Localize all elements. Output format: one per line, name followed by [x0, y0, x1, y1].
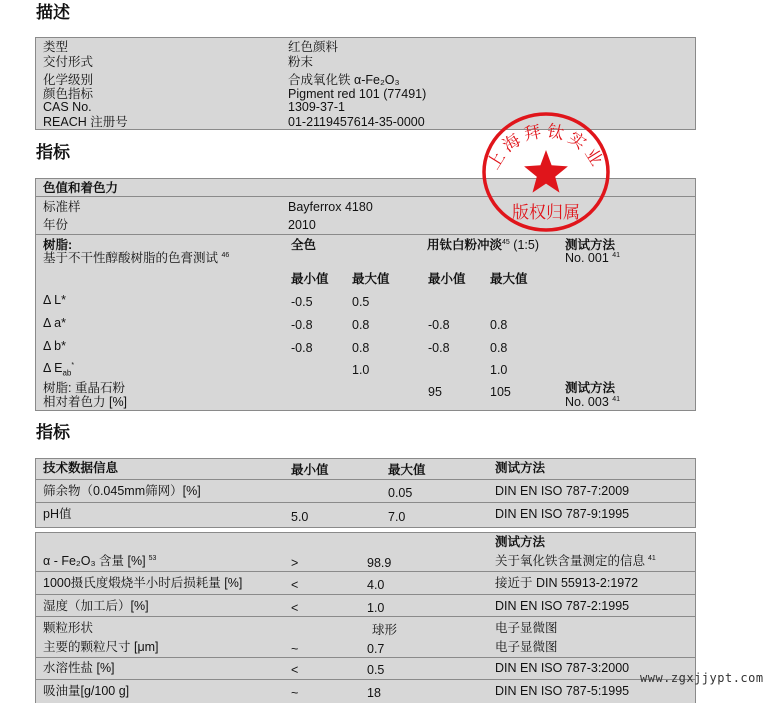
strength-min: 95 [428, 385, 442, 399]
composition-label: 吸油量[g/100 g] [43, 684, 130, 698]
description-label: 类型 [43, 40, 69, 54]
color-delta-label: Δ $E_{ab}^*$ [43, 361, 75, 378]
full-shade-max-value: 0.8 [352, 341, 370, 355]
composition-value: 0.5 [367, 663, 385, 677]
comparison-operator: > [291, 556, 299, 570]
table-divider [36, 679, 695, 680]
tech-info-header: 技术数据信息 [43, 461, 119, 475]
resin-description: 基于不干性醇酸树脂的色膏测试 $^{46}$ [43, 251, 230, 265]
description-value: 1309-37-1 [288, 100, 345, 114]
color-delta-label: Δ b* [43, 339, 66, 353]
full-shade-max-value: 1.0 [352, 363, 370, 377]
svg-text:上海拜钛实业: 上海拜钛实业 [483, 121, 609, 174]
composition-label: 主要的颗粒尺寸 [μm] [43, 640, 159, 654]
reduction-min-value: -0.8 [428, 318, 450, 332]
description-value: Pigment red 101 (77491) [288, 87, 427, 101]
tech-min-value: 5.0 [291, 510, 309, 524]
composition-method: 电子显微图 [495, 640, 558, 654]
tech-method-value: DIN EN ISO 787-7:2009 [495, 484, 630, 498]
table-divider [36, 594, 695, 595]
description-label: 颜色指标 [43, 87, 94, 101]
reduction-max-value: 0.8 [490, 341, 508, 355]
composition-value: 4.0 [367, 578, 385, 592]
composition-label: 水溶性盐 [%] [43, 661, 115, 675]
composition-method-header: 测试方法 [495, 535, 546, 549]
composition-label: 1000摄氏度煅烧半小时后损耗量 [%] [43, 576, 243, 590]
composition-value: 0.7 [367, 642, 385, 656]
site-watermark: www.zgxjjypt.com [640, 671, 764, 685]
comparison-operator: < [291, 601, 299, 615]
color-values-title: 色值和着色力 [43, 181, 119, 195]
comparison-operator: < [291, 663, 299, 677]
composition-value: 18 [367, 686, 381, 700]
full-shade-min-value: -0.8 [291, 341, 313, 355]
description-value: 粉末 [288, 55, 314, 69]
comparison-operator: ~ [291, 642, 299, 656]
table-divider [36, 479, 695, 480]
resin-label: 树脂: [43, 238, 73, 252]
comparison-operator: ~ [291, 686, 299, 700]
test-method-header: 测试方法 [565, 238, 616, 252]
tech-data-label: 筛余物（0.045mm筛网）[%] [43, 484, 201, 498]
full-max-header: 最大值 [352, 272, 390, 286]
description-value: 合成氧化铁 α-Fe₂O₃ [288, 73, 400, 87]
description-label: 交付形式 [43, 55, 94, 69]
reduction-min-header: 最小值 [428, 272, 466, 286]
color-delta-label: Δ L* [43, 293, 66, 307]
standard-value: Bayferrox 4180 [288, 200, 373, 214]
composition-method: 电子显微图 [495, 621, 558, 635]
composition-label: 颗粒形状 [43, 621, 94, 635]
svg-text:版权归属: 版权归属 [512, 203, 580, 223]
description-value: 01-2119457614-35-0000 [288, 115, 425, 129]
reduction-max-value: 1.0 [490, 363, 508, 377]
tech-max-header: 最大值 [388, 463, 426, 477]
full-min-header: 最小值 [291, 272, 329, 286]
strength-max: 105 [490, 385, 511, 399]
full-shade-max-value: 0.8 [352, 318, 370, 332]
description-value: 红色颜料 [288, 40, 339, 54]
reduction-max-header: 最大值 [490, 272, 528, 286]
description-label: 化学级别 [43, 73, 94, 87]
tech-min-header: 最小值 [291, 463, 329, 477]
section-heading-specs: 指标 [36, 143, 70, 162]
tech-method-header: 测试方法 [495, 461, 546, 475]
test-method-no-001: No. 001 $^{41}$ [565, 251, 621, 265]
company-seal [474, 105, 618, 235]
composition-method: DIN EN ISO 787-5:1995 [495, 684, 630, 698]
comparison-operator: < [291, 578, 299, 592]
color-delta-label: Δ a* [43, 316, 66, 330]
composition-method: 接近于 DIN 55913-2:1972 [495, 576, 639, 590]
tech-max-value: 0.05 [388, 486, 413, 500]
tech-data-label: pH值 [43, 507, 72, 521]
section-heading-description: 描述 [36, 3, 70, 22]
test-method-header-2: 测试方法 [565, 381, 616, 395]
composition-label: α - Fe₂O₃ 含量 [%] $^{53}$ [43, 554, 157, 568]
composition-value: 98.9 [367, 556, 392, 570]
year-label: 年份 [43, 218, 69, 232]
standard-label: 标准样 [43, 200, 81, 214]
composition-method: DIN EN ISO 787-2:1995 [495, 599, 630, 613]
composition-method: 关于氧化铁含量测定的信息 $^{41}$ [495, 554, 656, 568]
strength-resin-label: 树脂: 重晶石粉 [43, 381, 125, 395]
tech-max-value: 7.0 [388, 510, 406, 524]
composition-value: 1.0 [367, 601, 385, 615]
section-heading-tech-specs: 指标 [36, 423, 70, 442]
description-label: REACH 注册号 [43, 115, 128, 129]
full-shade-header: 全色 [291, 238, 317, 252]
relative-strength-label: 相对着色力 [%] [43, 395, 128, 409]
reduction-min-value: -0.8 [428, 341, 450, 355]
composition-value: 球形 [372, 623, 398, 637]
full-shade-min-value: -0.8 [291, 318, 313, 332]
composition-label: 湿度（加工后）[%] [43, 599, 149, 613]
table-divider [36, 502, 695, 503]
full-shade-min-value: -0.5 [291, 295, 313, 309]
test-method-no-003: No. 003 $^{41}$ [565, 395, 621, 409]
full-shade-max-value: 0.5 [352, 295, 370, 309]
composition-method: DIN EN ISO 787-3:2000 [495, 661, 630, 675]
table-divider [36, 616, 695, 617]
year-value: 2010 [288, 218, 316, 232]
reduction-max-value: 0.8 [490, 318, 508, 332]
table-divider [36, 571, 695, 572]
tech-method-value: DIN EN ISO 787-9:1995 [495, 507, 630, 521]
reduction-header: 用钛白粉冲淡$^{45}$ (1:5) [427, 238, 539, 252]
description-label: CAS No. [43, 100, 92, 114]
table-divider [36, 657, 695, 658]
